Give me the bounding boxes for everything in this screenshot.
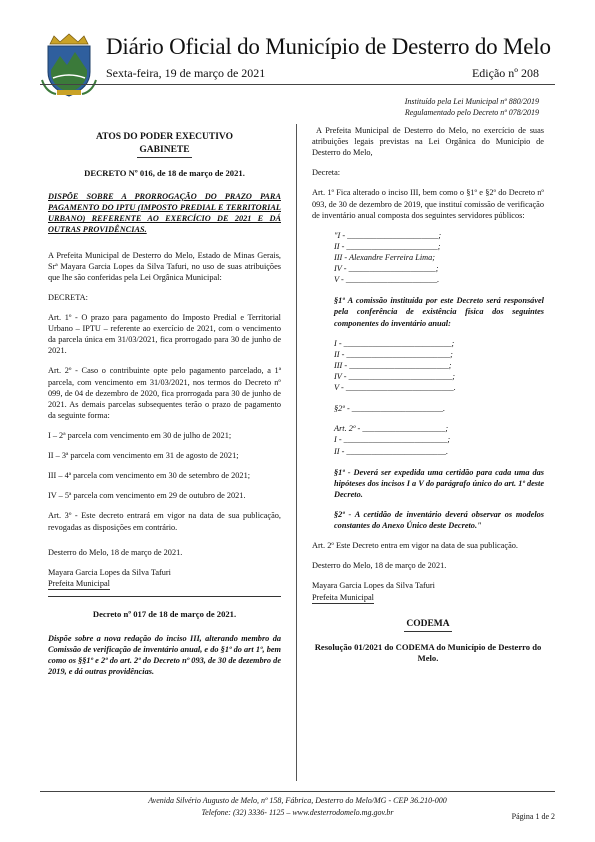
section-heading-line1: ATOS DO PODER EXECUTIVO	[96, 132, 233, 142]
decree-17-title: Decreto nº 017 de 18 de março de 2021.	[92, 609, 237, 620]
decree-16-item3: III – 4ª parcela com vencimento em 30 de setembro de 2021;	[48, 471, 251, 481]
footer-contact: Telefone: (32) 3336- 1125 – www.desterrodomelo.mg.gov.br	[201, 808, 394, 817]
footer-address: Avenida Silvério Augusto de Melo, nº 158, Fábrica, Desterro do Melo/MG - CEP 36.210-000	[148, 796, 447, 805]
gazette-title: Diário Oficial do Município de Desterro do Melo	[106, 34, 551, 59]
paragraph-1-commission: §1º A comissão instituída por este Decreto será responsável pela conferência de existência física dos seguintes componentes do inventário anual:	[334, 296, 544, 328]
decree-16-item1: I – 2ª parcela com vencimento em 30 de julho de 2021;	[48, 431, 232, 440]
decree-17-preamble: A Prefeita Municipal de Desterro do Melo, no exercício de suas atribuições legais previstas na Lei Orgânica do Município de Desterro do Melo,	[312, 126, 544, 158]
art2-list-item: I - _________________________;	[334, 435, 451, 445]
regulated-note: Regulamentado pelo Decreto nº 078/2019	[404, 108, 539, 117]
signer-name: Mayara Garcia Lopes da Silva Tafuri	[48, 567, 171, 577]
decree-16-preamble: A Prefeita Municipal de Desterro do Melo, Estado de Minas Gerais, Srª Mayara Garcia Lopes da Silva Tafuri, no uso de suas atribuições que lhe são conferidas pela Lei Orgânica Municipal:	[48, 250, 281, 282]
servers-list-item: "I - ______________________;	[334, 230, 442, 240]
issue-date: Sexta-feira, 19 de março de 2021	[106, 66, 266, 80]
signer-role: Prefeita Municipal	[48, 578, 110, 590]
servers-list-item: V - ______________________.	[334, 275, 440, 285]
section-heading-line2: GABINETE	[137, 144, 191, 158]
page-number: Página 1 de 2	[511, 812, 555, 821]
signer-role: Prefeita Municipal	[312, 592, 374, 604]
art2-list-item: Art. 2º - ____________________;	[334, 424, 449, 434]
art2-list-item: II - ________________________.	[334, 446, 449, 456]
decree-17-decreta: Decreta:	[312, 168, 341, 178]
decree-16-place-date: Desterro do Melo, 18 de março de 2021.	[48, 547, 183, 557]
decree-16-signature	[48, 567, 281, 590]
paragraph-2-certificate: §2º - A certidão de inventário deverá observar os modelos constantes do Anexo Único deste Decreto."	[334, 509, 544, 531]
decree-16-decreta: DECRETA:	[48, 292, 88, 302]
decree-17-signature	[312, 580, 544, 603]
section-heading-executive	[48, 131, 281, 158]
components-list-item: IV - _________________________;	[334, 371, 456, 381]
components-list	[334, 338, 544, 394]
coat-of-arms-logo	[40, 32, 98, 98]
decree-16-art1: Art. 1º - O prazo para pagamento do Imposto Predial e Territorial Urbano – IPTU – referente ao exercício de 2021, com o vencimento da parcela única em 31/03/2021, fica prorrogado para 30 de junho de 2021.	[48, 313, 281, 356]
servers-list-item: IV - _____________________;	[334, 264, 439, 274]
paragraph-1-certificate: §1º - Deverá ser expedida uma certidão para cada uma das hipóteses dos incisos I a V do parágrafo único do art. 1º deste Decreto.	[334, 467, 544, 499]
edition-number: Edição nº 208	[471, 66, 539, 80]
servers-list-item: II - ______________________;	[334, 241, 441, 251]
decree-16-ementa: DISPÕE SOBRE A PRORROGAÇÃO DO PRAZO PARA PAGAMENTO DO IPTU (IMPOSTO PREDIAL E TERRITORIAL URBANO) REFERENTE AO EXERCÍCIO DE 2021 E DÁ OUTRAS PROVIDÊNCIAS.	[48, 192, 281, 235]
decree-16-art3: Art. 3º - Este decreto entrará em vigor na data de sua publicação, revogadas as disposições em contrário.	[48, 511, 281, 532]
left-column	[48, 125, 281, 686]
components-list-item: II - _________________________;	[334, 349, 453, 359]
components-list-item: I - __________________________;	[334, 338, 455, 348]
header-rule	[40, 84, 555, 85]
paragraph-2-line: §2º - ______________________.	[334, 404, 446, 414]
decree-17-place-date: Desterro do Melo, 18 de março de 2021.	[312, 561, 447, 571]
components-list-item: III - ________________________;	[334, 360, 452, 370]
components-list-item: V - __________________________.	[334, 383, 456, 393]
column-divider	[296, 124, 297, 781]
art2-list	[334, 423, 544, 456]
decree-16-item4: IV – 5ª parcela com vencimento em 29 de outubro de 2021.	[48, 491, 246, 501]
decree-16-art2: Art. 2º - Caso o contribuinte opte pelo pagamento parcelado, a 1ª parcela, com vencimento em 31/03/2021, nos termos do Decreto nº 099, de 04 de dezembro de 2020, fica prorrogada para 30 de junho de 2021. As demais parcelas subsequentes terão o prazo de pagamento da seguinte forma:	[48, 366, 281, 420]
servers-list	[334, 230, 544, 286]
right-column	[312, 125, 544, 677]
decree-separator	[48, 596, 281, 597]
decree-17-art2: Art. 2º Este Decreto entra em vigor na data de sua publicação.	[312, 541, 518, 551]
decree-17-art1: Art. 1º Fica alterado o inciso III, bem como o §1º e §2º do Decreto nº 093, de 30 de dezembro de 2019, que instituí comissão de verificação de inventário anual composta dos seguintes servidores públicos:	[312, 188, 544, 220]
servers-list-item: III - Alexandre Ferreira Lima;	[334, 252, 436, 262]
codema-resolution-title: Resolução 01/2021 do CODEMA do Município de Desterro do Melo.	[314, 641, 542, 664]
decree-17-ementa: Dispõe sobre a nova redação do inciso III, alterando membro da Comissão de verificação de inventário anual, e do §1º do art 1º, bem como os §§1º e 2º do art. 2º do Decreto nº 093, de 30 de dezembro de 2019, e dá outras providências.	[48, 633, 281, 676]
decree-16-title: DECRETO Nº 016, de 18 de março de 2021.	[84, 167, 245, 178]
codema-heading: CODEMA	[404, 618, 451, 632]
signer-name: Mayara Garcia Lopes da Silva Tafuri	[312, 581, 435, 591]
footer-rule	[40, 791, 555, 792]
instituted-note: Instituído pela Lei Municipal nº 880/2019	[404, 97, 539, 106]
decree-16-item2: II – 3ª parcela com vencimento em 31 de agosto de 2021;	[48, 451, 239, 461]
section-heading-codema	[312, 618, 544, 632]
